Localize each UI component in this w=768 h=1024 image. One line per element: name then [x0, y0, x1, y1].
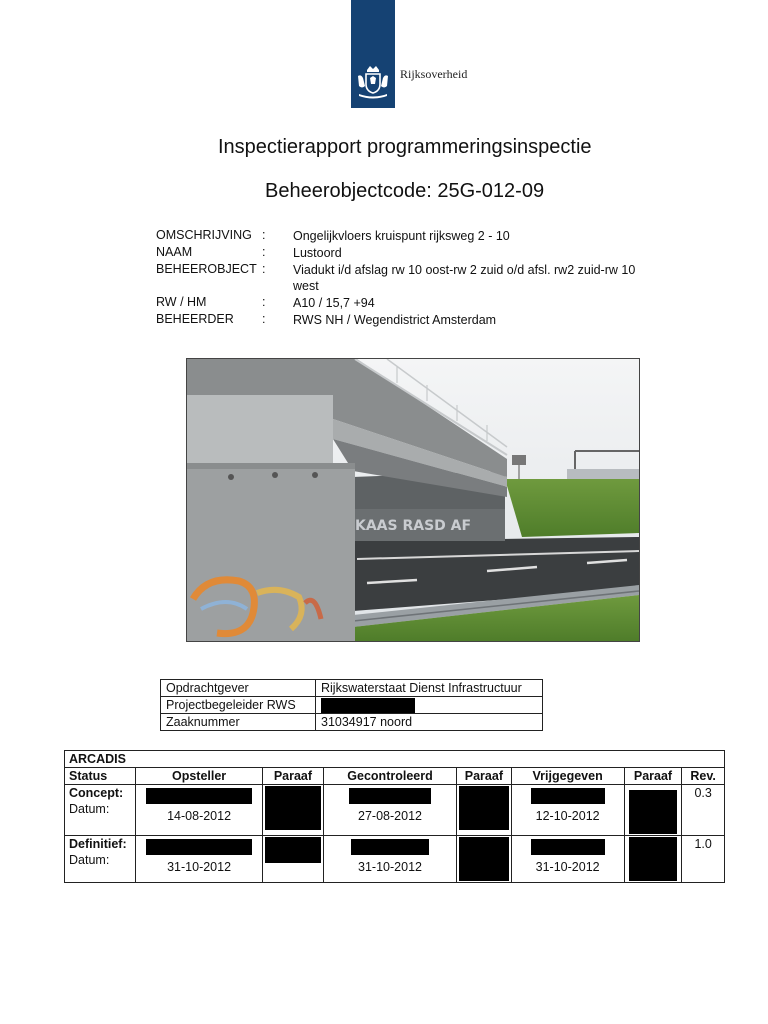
object-code: Beheerobjectcode: 25G-012-09: [265, 180, 545, 202]
brand-cell: ARCADIS: [65, 751, 725, 768]
status-label: Definitief:: [69, 837, 127, 851]
status-cell: [65, 836, 136, 883]
meta-separator: :: [262, 245, 266, 259]
logo-text: Rijksoverheid: [400, 67, 468, 81]
table-row-concept: [65, 785, 725, 836]
meta-label: BEHEERDER: [156, 312, 234, 326]
rev-cell: 1.0: [682, 836, 725, 883]
header-paraaf: Paraaf: [624, 768, 682, 785]
header-paraaf: Paraaf: [457, 768, 511, 785]
meta-label: NAAM: [156, 245, 193, 259]
report-title: Inspectierapport programmeringsinspectie: [218, 136, 592, 158]
table-row: [161, 714, 543, 731]
header-opsteller: Opsteller: [136, 768, 263, 785]
paraaf-cell: [263, 785, 324, 836]
date-value: 12-10-2012: [535, 809, 600, 823]
redaction-bar: [146, 788, 252, 804]
redaction-bar: [265, 786, 321, 830]
client-table: [160, 679, 543, 731]
approval-table: [64, 750, 725, 883]
meta-label: OMSCHRIJVING: [156, 228, 252, 242]
meta-label: RW / HM: [156, 295, 207, 309]
meta-label: BEHEEROBJECT: [156, 262, 257, 276]
vrijgegeven-cell: [511, 785, 624, 836]
date-value: 31-10-2012: [358, 860, 422, 874]
status-cell: [65, 785, 136, 836]
paraaf-cell: [457, 785, 511, 836]
header-paraaf: Paraaf: [263, 768, 324, 785]
paraaf-cell: [263, 836, 324, 883]
graffiti-text: KAAS RASD AF: [355, 518, 472, 534]
meta-value: Ongelijkvloers kruispunt rijksweg 2 - 10: [293, 229, 510, 243]
header-rev: Rev.: [682, 768, 725, 785]
gecontroleerd-cell: [323, 836, 456, 883]
viaduct-photo: [186, 358, 640, 642]
header-vrijgegeven: Vrijgegeven: [511, 768, 624, 785]
paraaf-cell: [624, 836, 682, 883]
logo-bar: [351, 0, 395, 108]
date-value: 14-08-2012: [167, 809, 232, 823]
status-label: Concept:: [69, 786, 124, 800]
royal-coat-of-arms-icon: [353, 62, 393, 102]
table-row: [65, 751, 725, 768]
meta-separator: :: [262, 295, 266, 309]
redaction-bar: [351, 839, 429, 855]
redaction-bar: [321, 698, 415, 713]
redaction-bar: [459, 786, 509, 830]
viaduct-illustration: [187, 359, 639, 641]
paraaf-cell: [624, 785, 682, 836]
client-value-redacted: [316, 697, 543, 714]
client-label: Opdrachtgever: [161, 680, 316, 697]
client-value: Rijkswaterstaat Dienst Infrastructuur: [316, 680, 543, 697]
redaction-bar: [531, 788, 605, 804]
date-value: 27-08-2012: [358, 809, 422, 823]
gecontroleerd-cell: [323, 785, 456, 836]
meta-separator: :: [262, 312, 266, 326]
meta-separator: :: [262, 262, 266, 276]
rev-cell: 0.3: [682, 785, 725, 836]
redaction-bar: [265, 837, 321, 863]
client-label: Projectbegeleider RWS: [161, 697, 316, 714]
table-row-definitief: [65, 836, 725, 883]
meta-value: Lustoord: [293, 246, 342, 260]
table-row: [161, 697, 543, 714]
redaction-bar: [629, 790, 677, 834]
paraaf-cell: [457, 836, 511, 883]
vrijgegeven-cell: [511, 836, 624, 883]
redaction-bar: [146, 839, 252, 855]
date-value: 31-10-2012: [535, 860, 600, 874]
client-value: 31034917 noord: [316, 714, 543, 731]
header-gecontroleerd: Gecontroleerd: [323, 768, 456, 785]
meta-value: A10 / 15,7 +94: [293, 296, 375, 310]
opsteller-cell: [136, 836, 263, 883]
meta-separator: :: [262, 228, 266, 242]
date-value: 31-10-2012: [167, 860, 232, 874]
redaction-bar: [349, 788, 431, 804]
redaction-bar: [459, 837, 509, 881]
meta-value: Viadukt i/d afslag rw 10 oost-rw 2 zuid o/d afsl. rw2 zuid-rw 10 west: [293, 263, 636, 293]
table-header-row: [65, 768, 725, 785]
meta-value: RWS NH / Wegendistrict Amsterdam: [293, 313, 497, 327]
header-status: Status: [65, 768, 136, 785]
client-label: Zaaknummer: [161, 714, 316, 731]
datum-label: Datum:: [69, 853, 110, 867]
redaction-bar: [531, 839, 605, 855]
datum-label: Datum:: [69, 802, 110, 816]
redaction-bar: [629, 837, 677, 881]
table-row: [161, 680, 543, 697]
opsteller-cell: [136, 785, 263, 836]
